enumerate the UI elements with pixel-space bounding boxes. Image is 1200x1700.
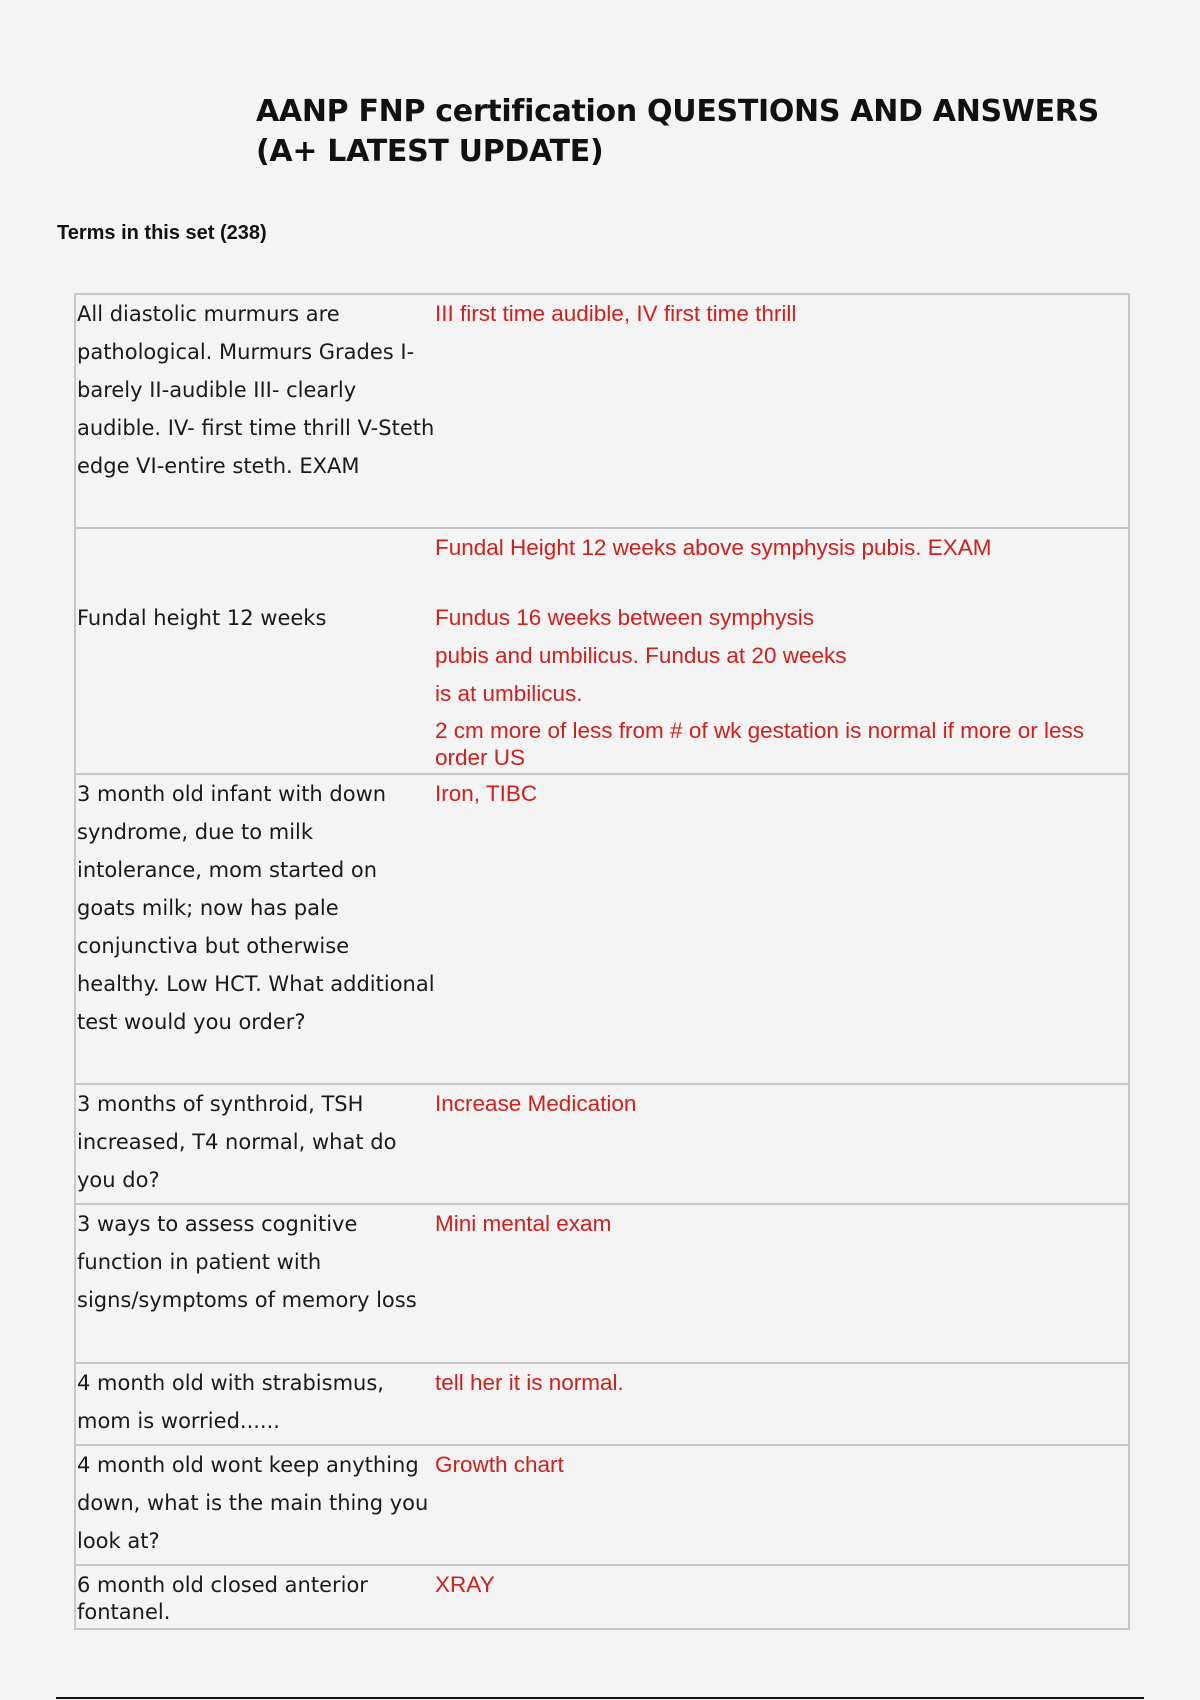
answer-cell: [435, 1565, 1129, 1629]
answer-cell: [435, 1204, 1129, 1363]
answer-cell: [435, 774, 1129, 1084]
question-text: Fundal height 12 weeks: [77, 606, 327, 630]
question-text: 4 month old wont keep anything down, what is the main thing you look at?: [77, 1453, 429, 1553]
question-cell: [75, 294, 435, 528]
question-text: 3 months of synthroid, TSH increased, T4 normal, what do you do?: [77, 1092, 397, 1192]
answer-cell: [435, 1084, 1129, 1204]
answer-cell: [435, 1445, 1129, 1565]
table-row: [75, 1084, 1129, 1204]
spacer: [435, 567, 1128, 599]
question-cell: [75, 774, 435, 1084]
answer-text: Growth chart: [435, 1452, 564, 1477]
question-text: 6 month old closed anterior fontanel.: [77, 1573, 368, 1624]
answer-text: Fundal Height 12 weeks above symphysis pubis. EXAM: [435, 535, 992, 560]
answer-text: 2 cm more of less from # of wk gestation is normal if more or less order US: [435, 718, 1084, 770]
document-title: [256, 92, 1136, 172]
question-cell: [75, 1445, 435, 1565]
table-row: [75, 1565, 1129, 1629]
table-row: [75, 1445, 1129, 1565]
table-row: [75, 294, 1129, 528]
flashcard-table: [74, 293, 1130, 1630]
title-line-1: AANP FNP certification QUESTIONS AND ANSWERS: [256, 94, 1099, 129]
answer-cell: [435, 1363, 1129, 1445]
answer-text: Iron, TIBC: [435, 781, 538, 806]
table-row: [75, 528, 1129, 774]
answer-text: XRAY: [435, 1572, 495, 1597]
question-cell: [75, 1204, 435, 1363]
question-cell: [75, 1363, 435, 1445]
question-text: 4 month old with strabismus, mom is worried......: [77, 1371, 384, 1433]
answer-text: Mini mental exam: [435, 1211, 612, 1236]
title-line-2: (A+ LATEST UPDATE): [256, 134, 604, 169]
question-text: All diastolic murmurs are pathological. Murmurs Grades I-barely II-audible III- clearly audible. IV- first time thrill V-Steth edge VI-entire steth. EXAM: [77, 302, 435, 478]
table-row: [75, 1204, 1129, 1363]
answer-cell: [435, 294, 1129, 528]
question-text: 3 ways to assess cognitive function in patient with signs/symptoms of memory loss: [77, 1212, 417, 1312]
answer-text: Increase Medication: [435, 1091, 637, 1116]
answer-cell: [435, 528, 1129, 774]
answer-text: tell her it is normal.: [435, 1370, 624, 1395]
terms-count-label: Terms in this set (238): [57, 222, 267, 244]
question-cell: [75, 528, 435, 774]
page-bottom-rule: [56, 1697, 1144, 1699]
question-cell: [75, 1565, 435, 1629]
question-cell: [75, 1084, 435, 1204]
answer-text: Fundus 16 weeks between symphysis pubis and umbilicus. Fundus at 20 weeks is at umbilicus.: [435, 605, 847, 706]
answer-text: III first time audible, IV first time thrill: [435, 301, 797, 326]
question-text: 3 month old infant with down syndrome, due to milk intolerance, mom started on goats milk; now has pale conjunctiva but otherwise healthy. Low HCT. What additional test would you order?: [77, 782, 435, 1034]
table-row: [75, 774, 1129, 1084]
table-row: [75, 1363, 1129, 1445]
